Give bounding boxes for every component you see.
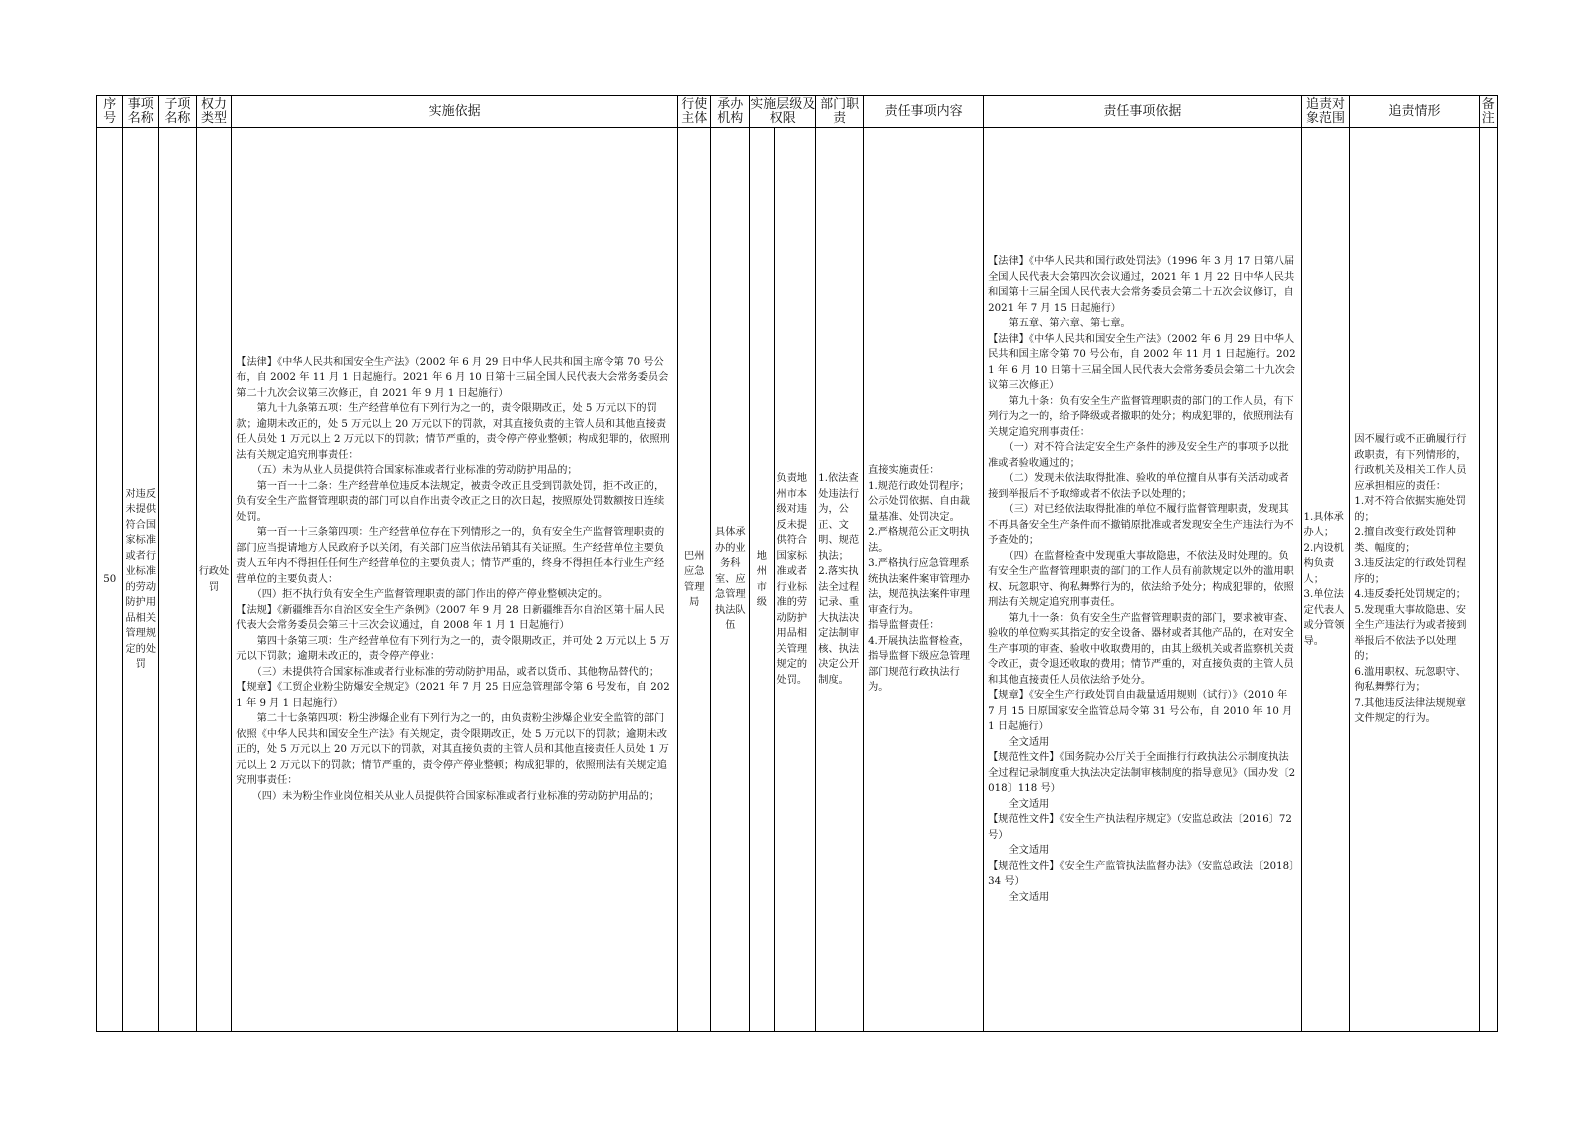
basis-value: 【法律】《中华人民共和国安全生产法》（2002 年 6 月 29 日中华人民共和国主席令第 70 号公布，自 2002 年 11 月 1 日起施行。2021 年 6 月 10 日第十三届全国人民代表大会常务委员会第二十九次会议第三次修正，自 2021 年 9 月 1 日起施行） 第九十九条第五项：生产经营单位有下列行为之一的，责令限期改正，处 5 万元以下的罚款；逾期未改正的，处 5 万元以上 20 万元以下的罚款，对其直接负责的主管人员和其他直接责任人员处 1 万元以上 2 万元以下的罚款；情节严重的，责令停产停业整顿；构成犯罪的，依照刑法有关规定追究刑事责任： （五）未为从业人员提供符合国家标准或者行业标准的劳动防护用品的； 第一百一十二条：生产经营单位违反本法规定，被责令改正且受到罚款处罚，拒不改正的，负有安全生产监督管理职责的部门可以自作出责令改正之日的次日起，按照原处罚数额按日连续处罚。 第一百一十三条第四项：生产经营单位存在下列情形之一的，负有安全生产监督管理职责的部门应当提请地方人民政府予以关闭，有关部门应当依法吊销其有关证照。生产经营单位主要负责人五年内不得担任任何生产经营单位的主要负责人；情节严重的，终身不得担任本行业生产经营单位的主要负责人： （四）拒不执行负有安全生产监督管理职责的部门作出的停产停业整顿决定的。 【法规】《新疆维吾尔自治区安全生产条例》（2007 年 9 月 28 日新疆维吾尔自治区第十届人民代表大会常务委员会第三十三次会议通过，自 2008 年 1 月 1 日起施行） 第四十条第三项：生产经营单位有下列行为之一的，责令限期改正，并可处 2 万元以上 5 万元以下罚款；逾期未改正的，责令停产停业： （三）未提供符合国家标准或者行业标准的劳动防护用品，或者以货币、其他物品替代的； 【规章】《工贸企业粉尘防爆安全规定》（2021 年 7 月 25 日应急管理部令第 6 号发布，自 2021 年 9 月 1 日起施行） 第二十七条第四项：粉尘涉爆企业有下列行为之一的，由负责粉尘涉爆企业安全监管的部门依照《中华人民共和国安全生产法》有关规定，责令限期改正，处 5 万元以下的罚款；逾期未改正的，处 5 万元以上 20 万元以下的罚款，对其直接负责的主管人员和其他直接责任人员处 1 万元以上 2 万元以下的罚款；情节严重的，责令停产停业整顿；构成犯罪的，依照刑法有关规定追究刑事责任： （四）未为粉尘作业岗位相关从业人员提供符合国家标准或者行业标准的劳动防护用品的； xyxy=(236,356,670,802)
cell-item-name xyxy=(123,128,159,1032)
header-accountability: 追责情形 xyxy=(1350,96,1479,128)
power-type-value: 行政处罚 xyxy=(198,566,230,593)
accountability-value: 因不履行或不正确履行行政职责，有下列情形的，行政机关及相关工作人员应承担相应的责任： 1.对不符合依据实施处罚的； 2.擅自改变行政处罚种类、幅度的； 3.违反法定的行政处罚程序的； 4.违反委托处罚规定的； 5.发现重大事故隐患、安全生产违法行为或者接到举报后不依法予以处理的； 6.滥用职权、玩忽职守、徇私舞弊行为； 7.其他违反法律法规规章文件规定的行为。 xyxy=(1354,434,1467,725)
dept-duty-value: 1.依法查处违法行为，公正、文明、规范执法； 2.落实执法全过程记录、重大执法决定法制审核、执法决定公开制度。 xyxy=(818,473,860,686)
header-basis: 实施依据 xyxy=(232,96,678,128)
table-row xyxy=(97,128,1498,1032)
cell-sub-item xyxy=(159,128,197,1032)
header-item-name: 事项名称 xyxy=(123,96,159,128)
cell-accountability xyxy=(1350,128,1479,1032)
item-name-value: 对违反未提供符合国家标准或者行业标准的劳动防护用品相关管理规定的处罚 xyxy=(125,488,157,670)
cell-power-type xyxy=(196,128,232,1032)
resp-content-value: 直接实施责任： 1.规范行政处罚程序；公示处罚依据、自由裁量基准、处罚决定。 2.严格规范公正文明执法。 3.严格执行应急管理系统执法案件案审管理办法，规范执法案件审理审查行为。 指导监督责任： 4.开展执法监督检查，指导监督下级应急管理部门规范行政执法行为。 xyxy=(868,465,970,694)
cell-dept-duty xyxy=(816,128,864,1032)
cell-org xyxy=(711,128,750,1032)
cell-seq xyxy=(97,128,123,1032)
subject-value: 巴州应急管理局 xyxy=(684,550,705,608)
cell-subject xyxy=(677,128,711,1032)
duty-value: 负责地州市本级对违反未提供符合国家标准或者行业标准的劳动防护用品相关管理规定的处罚。 xyxy=(776,473,808,686)
seq-value: 50 xyxy=(103,573,117,585)
header-power-type: 权力类型 xyxy=(196,96,232,128)
header-seq: 序号 xyxy=(97,96,123,128)
header-level: 实施层级及权限 xyxy=(750,96,816,126)
cell-level xyxy=(750,128,774,1032)
power-list-table xyxy=(96,95,1498,1032)
header-row xyxy=(97,96,1498,128)
cell-basis xyxy=(232,128,678,1032)
header-resp-basis: 责任事项依据 xyxy=(984,96,1301,128)
org-value: 具体承办的业务科室、应急管理执法队伍 xyxy=(715,527,746,632)
header-accountable: 追责对象范围 xyxy=(1301,96,1350,128)
header-sub-item: 子项名称 xyxy=(159,96,197,128)
header-dept-duty: 部门职责 xyxy=(816,96,864,128)
header-remark: 备注 xyxy=(1479,96,1497,128)
level-value: 地州市级 xyxy=(756,550,767,608)
cell-resp-content xyxy=(864,128,984,1032)
cell-remark xyxy=(1479,128,1497,1032)
cell-duty xyxy=(774,128,816,1032)
resp-basis-value: 【法律】《中华人民共和国行政处罚法》（1996 年 3 月 17 日第八届全国人民代表大会第四次会议通过，2021 年 1 月 22 日中华人民共和国第十三届全国人民代表大会常务委员会第二十五次会议修订，自 2021 年 7 月 15 日起施行） 第五章、第六章、第七章。 【法律】《中华人民共和国安全生产法》（2002 年 6 月 29 日中华人民共和国主席令第 70 号公布，自 2002 年 11 月 1 日起施行。2021 年 6 月 10 日第十三届全国人民代表大会常务委员会第二十九次会议第三次修正） 第九十条：负有安全生产监督管理职责的部门的工作人员，有下列行为之一的，给予降级或者撤职的处分；构成犯罪的，依照刑法有关规定追究刑事责任： （一）对不符合法定安全生产条件的涉及安全生产的事项予以批准或者验收通过的； （二）发现未依法取得批准、验收的单位擅自从事有关活动或者接到举报后不予取缔或者不依法予以处理的； （三）对已经依法取得批准的单位不履行监督管理职责，发现其不再具备安全生产条件而不撤销原批准或者发现安全生产违法行为不予查处的； （四）在监督检查中发现重大事故隐患，不依法及时处理的。负有安全生产监督管理职责的部门的工作人员有前款规定以外的滥用职权、玩忽职守、徇私舞弊行为的，依法给予处分；构成犯罪的，依照刑法有关规定追究刑事责任。 第九十一条：负有安全生产监督管理职责的部门，要求被审查、验收的单位购买其指定的安全设备、器材或者其他产品的，在对安全生产事项的审查、验收中收取费用的，由其上级机关或者监察机关责令改正，责令退还收取的费用；情节严重的，对直接负责的主管人员和其他直接责任人员依法给予处分。 【规章】《安全生产行政处罚自由裁量适用规则（试行）》（2010 年 7 月 15 日原国家安全监管总局令第 31 号公布，自 2010 年 10 月 1 日起施行） 全文适用 【规范性文件】《国务院办公厅关于全面推行行政执法公示制度执法全过程记录制度重大执法决定法制审核制度的指导意见》（国办发〔2018〕118 号） 全文适用 【规范性文件】《安全生产执法程序规定》（安监总政法〔2016〕72 号） 全文适用 【规范性文件】《安全生产监管执法监督办法》（安监总政法〔2018〕34 号） 全文适用 xyxy=(988,256,1296,903)
cell-accountable xyxy=(1301,128,1350,1032)
cell-resp-basis xyxy=(984,128,1301,1032)
header-resp-content: 责任事项内容 xyxy=(864,96,984,128)
accountable-value: 1.具体承办人； 2.内设机构负责人； 3.单位法定代表人或分管领导。 xyxy=(1303,511,1345,647)
header-subject: 行使主体 xyxy=(677,96,711,128)
header-org: 承办机构 xyxy=(711,96,750,128)
